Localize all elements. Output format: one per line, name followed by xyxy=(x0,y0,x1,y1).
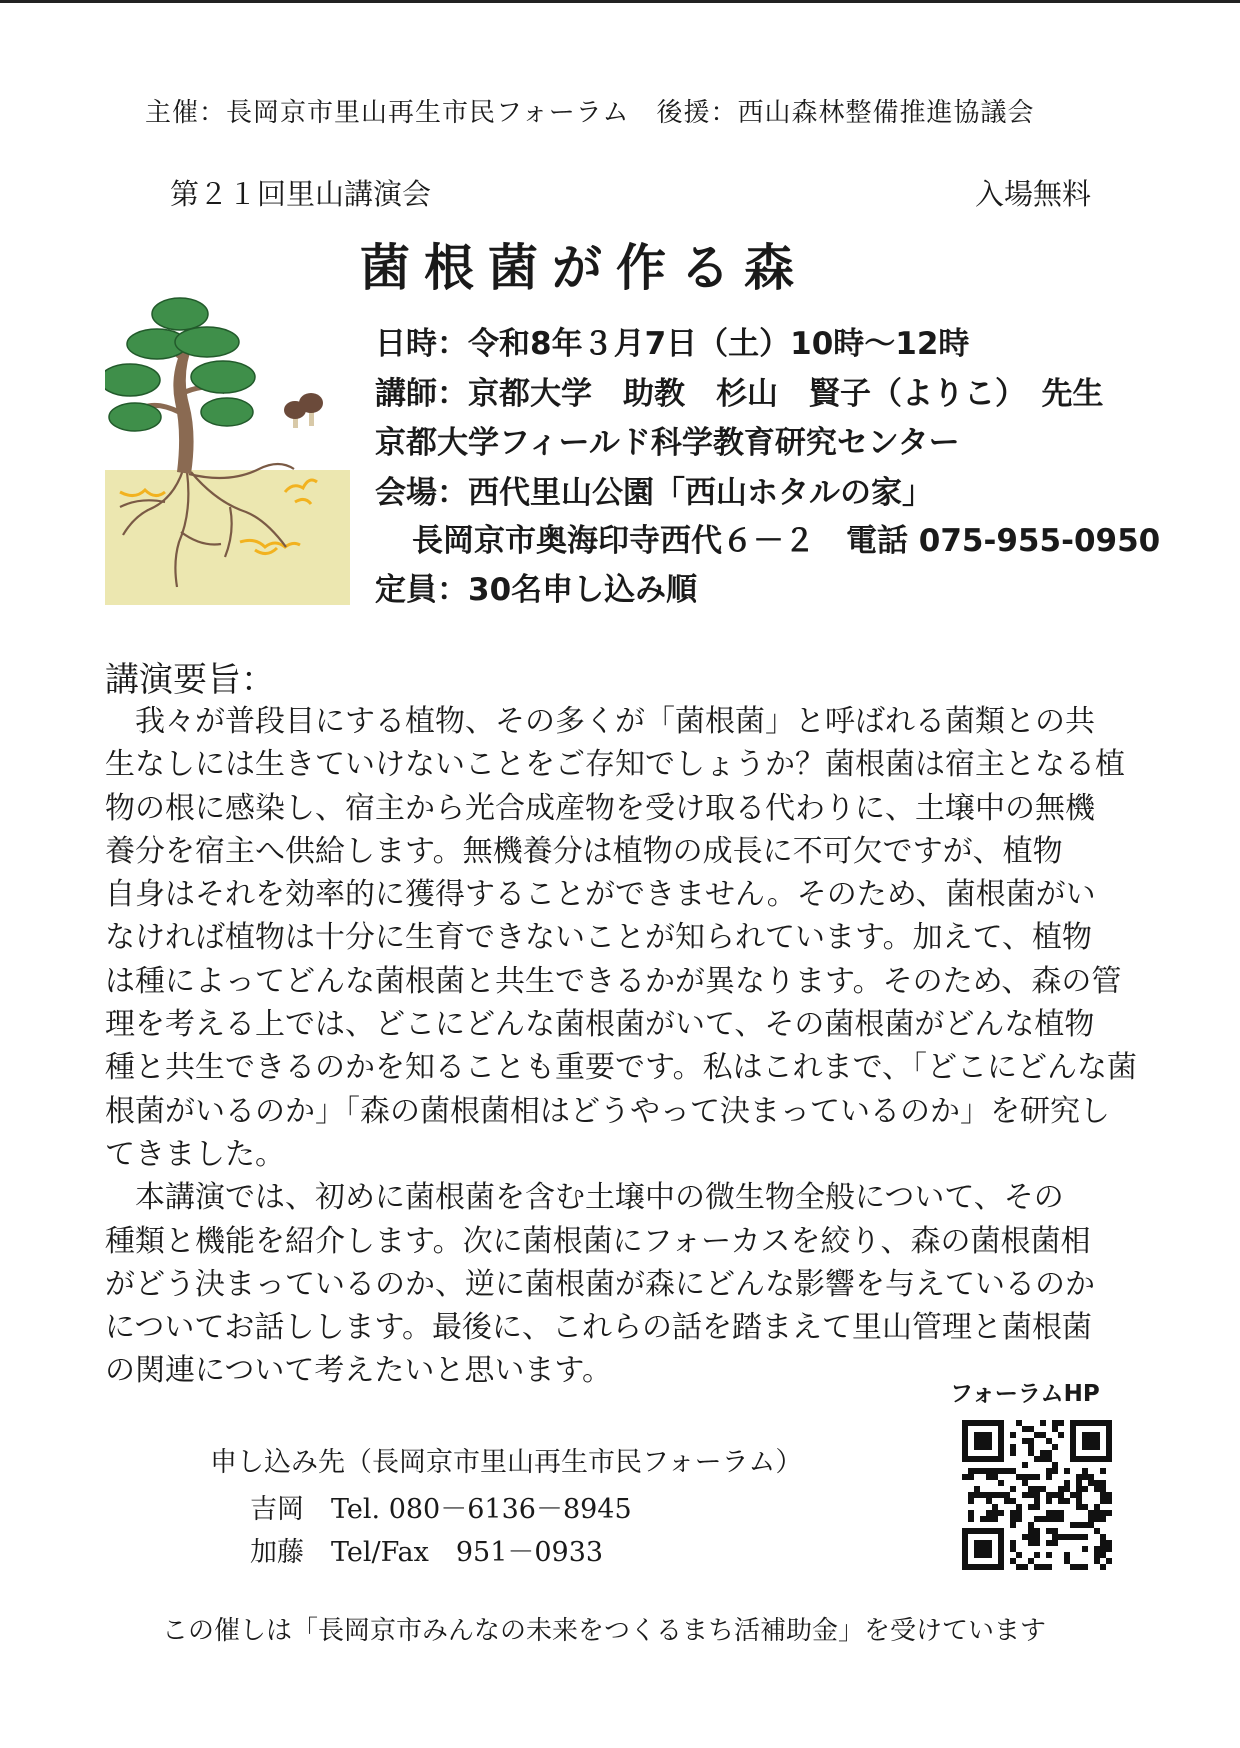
summary-line: 理を考える上では、どこにどんな菌根菌がいて、その菌根菌がどんな植物 xyxy=(105,1007,1095,1043)
summary-body xyxy=(105,700,1145,1393)
event-speaker: 講師：京都大学 助教 杉山 賢子（よりこ） 先生 xyxy=(375,376,1104,412)
summary-line: 我々が普段目にする植物、その多くが「菌根菌」と呼ばれる菌類との共 xyxy=(105,704,1095,739)
organizer-line: 主催：長岡京市里山再生市民フォーラム 後援：西山森林整備推進協議会 xyxy=(145,98,1035,128)
summary-line: 根菌がいるのか」「森の菌根菌相はどうやって決まっているのか」を研究し xyxy=(105,1093,1110,1129)
page-top-border xyxy=(0,0,1240,3)
lecture-title: 菌根菌が作る森 xyxy=(360,239,808,297)
summary-line: についてお話しします。最後に、これらの話を踏まえて里山管理と菌根菌 xyxy=(105,1310,1092,1346)
qr-code-icon[interactable] xyxy=(962,1420,1112,1570)
event-datetime: 日時：令和8年３月7日（土）10時～12時 xyxy=(375,326,970,362)
summary-line: 自身はそれを効率的に獲得することができません。そのため、菌根菌がい xyxy=(105,877,1096,913)
summary-line: 生なしには生きていけないことをご存知でしょうか？菌根菌は宿主となる植 xyxy=(105,747,1125,783)
summary-line: てきました。 xyxy=(105,1136,285,1172)
venue-address: 長岡京市奥海印寺西代６－２ 電話 075-955-0950 xyxy=(412,523,1161,559)
tree-roots-illustration xyxy=(105,292,355,607)
contact-yoshioka: 吉岡 Tel. 080－6136－8945 xyxy=(250,1494,632,1525)
summary-line: 種類と機能を紹介します。次に菌根菌にフォーカスを絞り、森の菌根菌相 xyxy=(105,1223,1091,1259)
summary-line: 種と共生できるのかを知ることも重要です。私はこれまで、「どこにどんな菌 xyxy=(105,1050,1137,1086)
lecture-edition: 第２１回里山講演会 xyxy=(170,177,432,211)
summary-heading: 講演要旨： xyxy=(105,660,275,700)
summary-line: は種によってどんな菌根菌と共生できるかが異なります。そのため、森の管 xyxy=(105,963,1122,999)
summary-line: 物の根に感染し、宿主から光合成産物を受け取る代わりに、土壌中の無機 xyxy=(105,790,1095,826)
admission-free: 入場無料 xyxy=(975,177,1092,211)
forum-hp-label: フォーラムHP xyxy=(950,1381,1100,1407)
summary-line: なければ植物は十分に生育できないことが知られています。加えて、植物 xyxy=(105,920,1092,956)
summary-line: がどう決まっているのか、逆に菌根菌が森にどんな影響を与えているのか xyxy=(105,1266,1095,1302)
soil-area xyxy=(105,470,350,605)
summary-line: 本講演では、初めに菌根菌を含む土壌中の微生物全般について、その xyxy=(105,1180,1064,1216)
summary-line: の関連について考えたいと思います。 xyxy=(105,1353,612,1389)
contact-kato: 加藤 Tel/Fax 951－0933 xyxy=(250,1537,604,1568)
contact-heading: 申し込み先（長岡京市里山再生市民フォーラム） xyxy=(210,1447,803,1478)
subsidy-note: この催しは「長岡京市みんなの未来をつくるまち活補助金」を受けています xyxy=(162,1616,1047,1646)
speaker-affiliation: 京都大学フィールド科学教育研究センター xyxy=(375,425,960,461)
summary-line: 養分を宿主へ供給します。無機養分は植物の成長に不可欠ですが、植物 xyxy=(105,833,1063,869)
mushroom-icon xyxy=(284,393,323,428)
event-capacity: 定員：30名申し込み順 xyxy=(375,572,698,608)
event-venue: 会場：西代里山公園「西山ホタルの家」 xyxy=(375,475,933,511)
